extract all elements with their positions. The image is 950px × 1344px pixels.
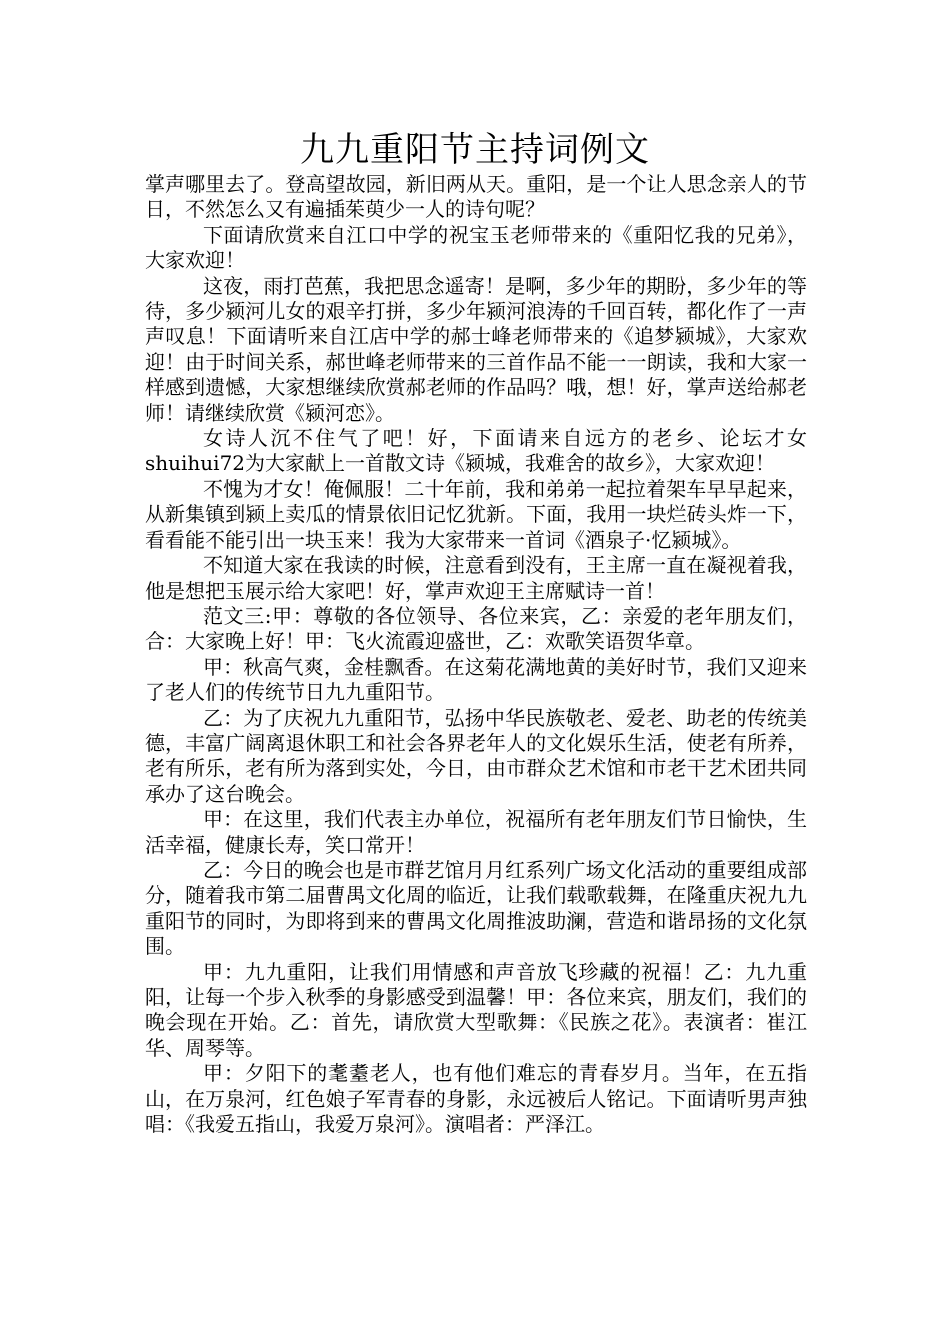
paragraph: 甲：九九重阳，让我们用情感和声音放飞珍藏的祝福！乙：九九重阳，让每一个步入秋季的身影感受到温馨！甲：各位来宾，朋友们，我们的晚会现在开始。乙：首先，请欣赏大型歌舞：《民族之花》。表演者：崔江华、周琴等。 xyxy=(145,959,807,1060)
paragraph: 甲：在这里，我们代表主办单位，祝福所有老年朋友们节日愉快，生活幸福，健康长寿，笑口常开！ xyxy=(145,807,807,857)
paragraph: 甲：秋高气爽，金桂飘香。在这菊花满地黄的美好时节，我们又迎来了老人们的传统节日九九重阳节。 xyxy=(145,654,807,705)
paragraph: 女诗人沉不住气了吧！好，下面请来自远方的老乡、论坛才女shuihui72为大家献上一首散文诗《颍城，我难舍的故乡》，大家欢迎！ xyxy=(145,426,807,476)
paragraph: 下面请欣赏来自江口中学的祝宝玉老师带来的《重阳忆我的兄弟》，大家欢迎！ xyxy=(145,222,807,273)
paragraph: 甲：夕阳下的耄耋老人，也有他们难忘的青春岁月。当年，在五指山，在万泉河，红色娘子军青春的身影，永远被后人铭记。下面请听男声独唱：《我爱五指山，我爱万泉河》。演唱者：严泽江。 xyxy=(145,1061,807,1137)
paragraph: 范文三:甲：尊敬的各位领导、各位来宾，乙：亲爱的老年朋友们，合：大家晚上好！甲：飞火流霞迎盛世，乙：欢歌笑语贺华章。 xyxy=(145,603,807,654)
paragraph: 乙：今日的晚会也是市群艺馆月月红系列广场文化活动的重要组成部分，随着我市第二届曹禺文化周的临近，让我们载歌载舞，在隆重庆祝九九重阳节的同时，为即将到来的曹禺文化周推波助澜，营造和谐昂扬的文化氛围。 xyxy=(145,857,807,959)
document-title: 九九重阳节主持词例文 xyxy=(300,130,650,170)
paragraph: 不愧为才女！俺佩服！二十年前，我和弟弟一起拉着架车早早起来，从新集镇到颍上卖瓜的情景依旧记忆犹新。下面，我用一块烂砖头炸一下，看看能不能引出一块玉来！我为大家带来一首词《酒泉子·忆颍城》。 xyxy=(145,476,807,552)
paragraph: 不知道大家在我读的时候，注意看到没有，王主席一直在凝视着我，他是想把玉展示给大家吧！好，掌声欢迎王主席赋诗一首！ xyxy=(145,553,807,603)
paragraph: 乙：为了庆祝九九重阳节，弘扬中华民族敬老、爱老、助老的传统美德，丰富广阔离退休职工和社会各界老年人的文化娱乐生活，使老有所养，老有所乐，老有所为落到实处，今日，由市群众艺术馆和市老干艺术团共同承办了这台晚会。 xyxy=(145,705,807,806)
document-body xyxy=(145,172,807,1137)
paragraph-continuation: 掌声哪里去了。登高望故园，新旧两从天。重阳，是一个让人思念亲人的节日，不然怎么又有遍插茱萸少一人的诗句呢？ xyxy=(145,172,807,222)
paragraph: 这夜，雨打芭蕉，我把思念遥寄！是啊，多少年的期盼，多少年的等待，多少颍河儿女的艰辛打拼，多少年颍河浪涛的千回百转，都化作了一声声叹息！下面请听来自江店中学的郝士峰老师带来的《追梦颍城》，大家欢迎！由于时间关系，郝世峰老师带来的三首作品不能一一朗读，我和大家一样感到遗憾，大家想继续欣赏郝老师的作品吗？哦，想！好，掌声送给郝老师！请继续欣赏《颍河恋》。 xyxy=(145,273,807,425)
